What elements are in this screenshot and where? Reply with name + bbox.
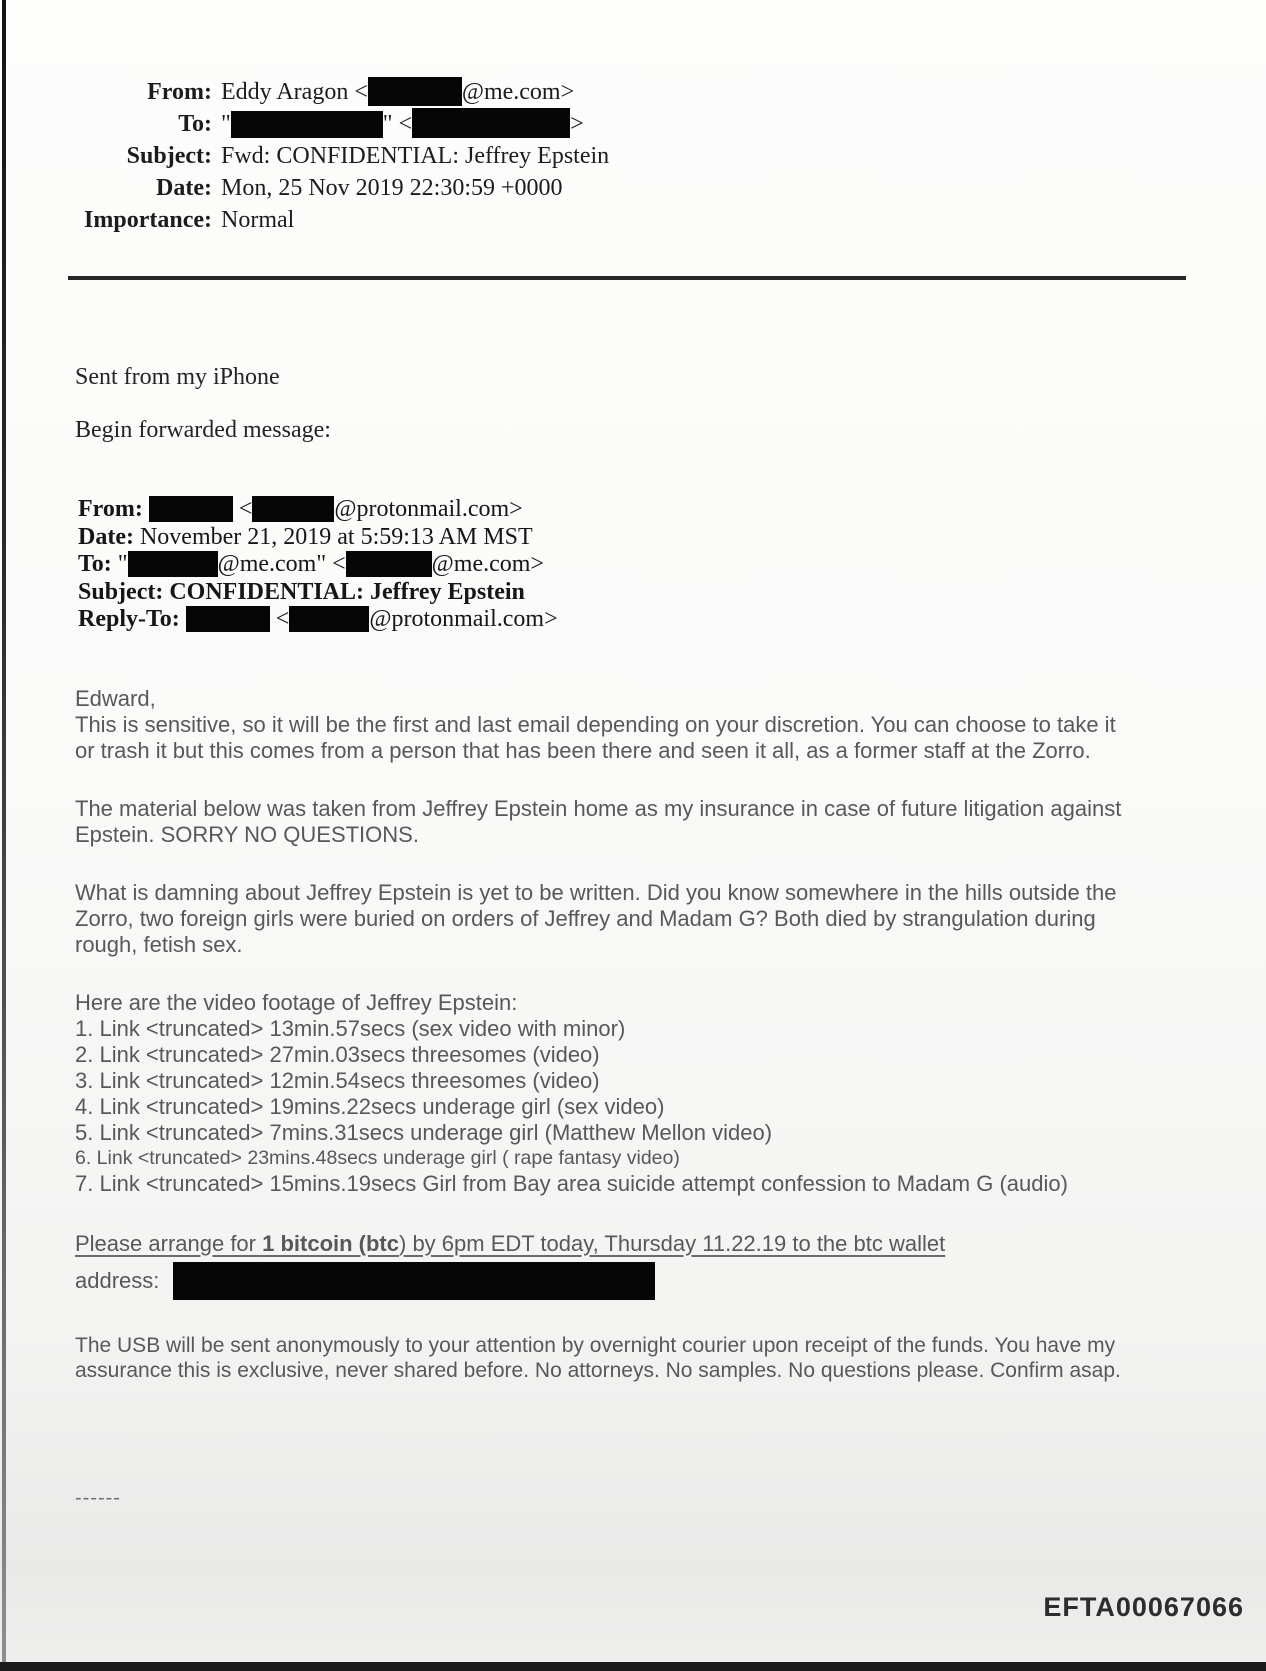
- redaction-bar: [231, 111, 383, 138]
- from-value-pre: Eddy Aragon <: [221, 79, 368, 105]
- paragraph-text: This is sensitive, so it will be the first and last email depending on your discretion. You can choose to take it or trash it but this comes from a person that has been there and seen it all, as a former staff at the Zorro.: [75, 711, 1116, 763]
- date-label: Date:: [156, 175, 212, 201]
- sent-from-iphone-note: Sent from my iPhone: [75, 364, 280, 390]
- usb-paragraph: The USB will be sent anonymously to your attention by overnight courier upon receipt of the funds. You have my assurance this is exclusive, never shared before. No attorneys. No samples. No questions please. Confirm asap.: [75, 1333, 1121, 1382]
- scan-left-edge: [2, 0, 6, 1671]
- email-body: [75, 686, 1130, 1511]
- to-value-pre: ": [221, 111, 231, 137]
- redaction-bar: [173, 1262, 655, 1300]
- redaction-bar: [289, 606, 369, 632]
- signature-dashes: ------: [75, 1486, 121, 1509]
- fwd-row-from: [78, 496, 1266, 524]
- fwd-to-label: To:: [78, 551, 112, 577]
- video-item: 4. Link <truncated> 19mins.22secs underage girl (sex video): [75, 1093, 665, 1119]
- fwd-date-value: November 21, 2019 at 5:59:13 AM MST: [139, 523, 533, 550]
- fwd-to-post: @me.com>: [431, 551, 544, 577]
- redaction-bar: [149, 496, 233, 522]
- redaction-bar: [128, 551, 218, 577]
- fwd-subject-label: Subject:: [78, 578, 164, 605]
- redaction-bar: [252, 496, 334, 522]
- btc-request-line: [75, 1231, 945, 1256]
- fwd-from-mid: <: [238, 496, 253, 522]
- header-row-to: [0, 108, 1266, 140]
- header-row-from: [0, 76, 1266, 108]
- fwd-to-pre: ": [117, 551, 128, 577]
- fwd-row-date: [78, 524, 1266, 552]
- scan-bottom-edge: [0, 1662, 1266, 1671]
- header-row-importance: [0, 204, 1266, 236]
- video-item: 2. Link <truncated> 27min.03secs threesomes (video): [75, 1041, 600, 1067]
- btc-request-paragraph: [75, 1231, 1130, 1303]
- fwd-replyto-post: @protonmail.com>: [369, 606, 558, 632]
- from-label: From:: [147, 79, 212, 105]
- date-value: Mon, 25 Nov 2019 22:30:59 +0000: [221, 175, 563, 201]
- greeting: Edward,: [75, 685, 156, 711]
- btc-amount-text: 1 bitcoin (btc: [262, 1230, 399, 1256]
- fwd-replyto-label: Reply-To:: [78, 606, 180, 632]
- btc-address-line: [75, 1259, 1130, 1303]
- redaction-bar: [346, 551, 432, 577]
- to-value-post: >: [570, 111, 584, 137]
- btc-post-text: ) by 6pm EDT today, Thursday 11.22.19 to the btc wallet: [399, 1230, 946, 1256]
- btc-pre-text: Please arrange for: [75, 1230, 263, 1256]
- video-item: 7. Link <truncated> 15mins.19secs Girl from Bay area suicide attempt confession to Madam G (audio): [75, 1170, 1068, 1196]
- redaction-bar: [368, 77, 462, 106]
- video-list: [75, 990, 1130, 1197]
- fwd-subject-value: CONFIDENTIAL: Jeffrey Epstein: [169, 578, 525, 605]
- fwd-replyto-mid: <: [275, 606, 290, 632]
- video-item: 5. Link <truncated> 7mins.31secs underage girl (Matthew Mellon video): [75, 1119, 773, 1145]
- fwd-date-label: Date:: [78, 523, 134, 550]
- forwarded-header: [78, 496, 1266, 634]
- begin-forwarded-note: Begin forwarded message:: [75, 417, 331, 443]
- header-row-subject: [0, 140, 1266, 172]
- subject-label: Subject:: [126, 143, 212, 169]
- redaction-bar: [412, 108, 570, 138]
- fwd-from-label: From:: [78, 496, 143, 522]
- fwd-to-mid: @me.com" <: [217, 551, 346, 577]
- body-paragraph-2: The material below was taken from Jeffrey Epstein home as my insurance in case of future litigation against Epstein. SORRY NO QUESTIONS.: [75, 795, 1122, 847]
- importance-label: Importance:: [84, 207, 212, 233]
- fwd-row-replyto: [78, 606, 1266, 634]
- video-item: 3. Link <truncated> 12min.54secs threesomes (video): [75, 1067, 600, 1093]
- fwd-from-post: @protonmail.com>: [334, 496, 523, 522]
- outer-header: [0, 0, 1266, 236]
- btc-address-label: address:: [75, 1267, 160, 1293]
- video-list-intro: Here are the video footage of Jeffrey Epstein:: [75, 989, 518, 1015]
- fwd-row-subject: [78, 579, 1266, 607]
- to-value-mid: " <: [382, 111, 413, 137]
- to-label: To:: [178, 111, 212, 137]
- video-item: 6. Link <truncated> 23mins.48secs underage girl ( rape fantasy video): [75, 1146, 680, 1169]
- subject-value: Fwd: CONFIDENTIAL: Jeffrey Epstein: [221, 143, 610, 169]
- header-row-date: [0, 172, 1266, 204]
- separator-rule: [68, 276, 1186, 280]
- fwd-row-to: [78, 551, 1266, 579]
- bates-number: EFTA00067066: [1043, 1592, 1244, 1622]
- from-value-post: @me.com>: [461, 79, 575, 105]
- body-paragraph-3: What is damning about Jeffrey Epstein is yet to be written. Did you know somewhere in the hills outside the Zorro, two foreign girls were buried on orders of Jeffrey and Madam G? Both died by strangulation during rough, fetish sex.: [75, 879, 1117, 957]
- body-paragraph-1: [75, 686, 1130, 764]
- video-item: 1. Link <truncated> 13min.57secs (sex video with minor): [75, 1015, 626, 1041]
- redaction-bar: [186, 606, 270, 632]
- importance-value: Normal: [221, 207, 295, 233]
